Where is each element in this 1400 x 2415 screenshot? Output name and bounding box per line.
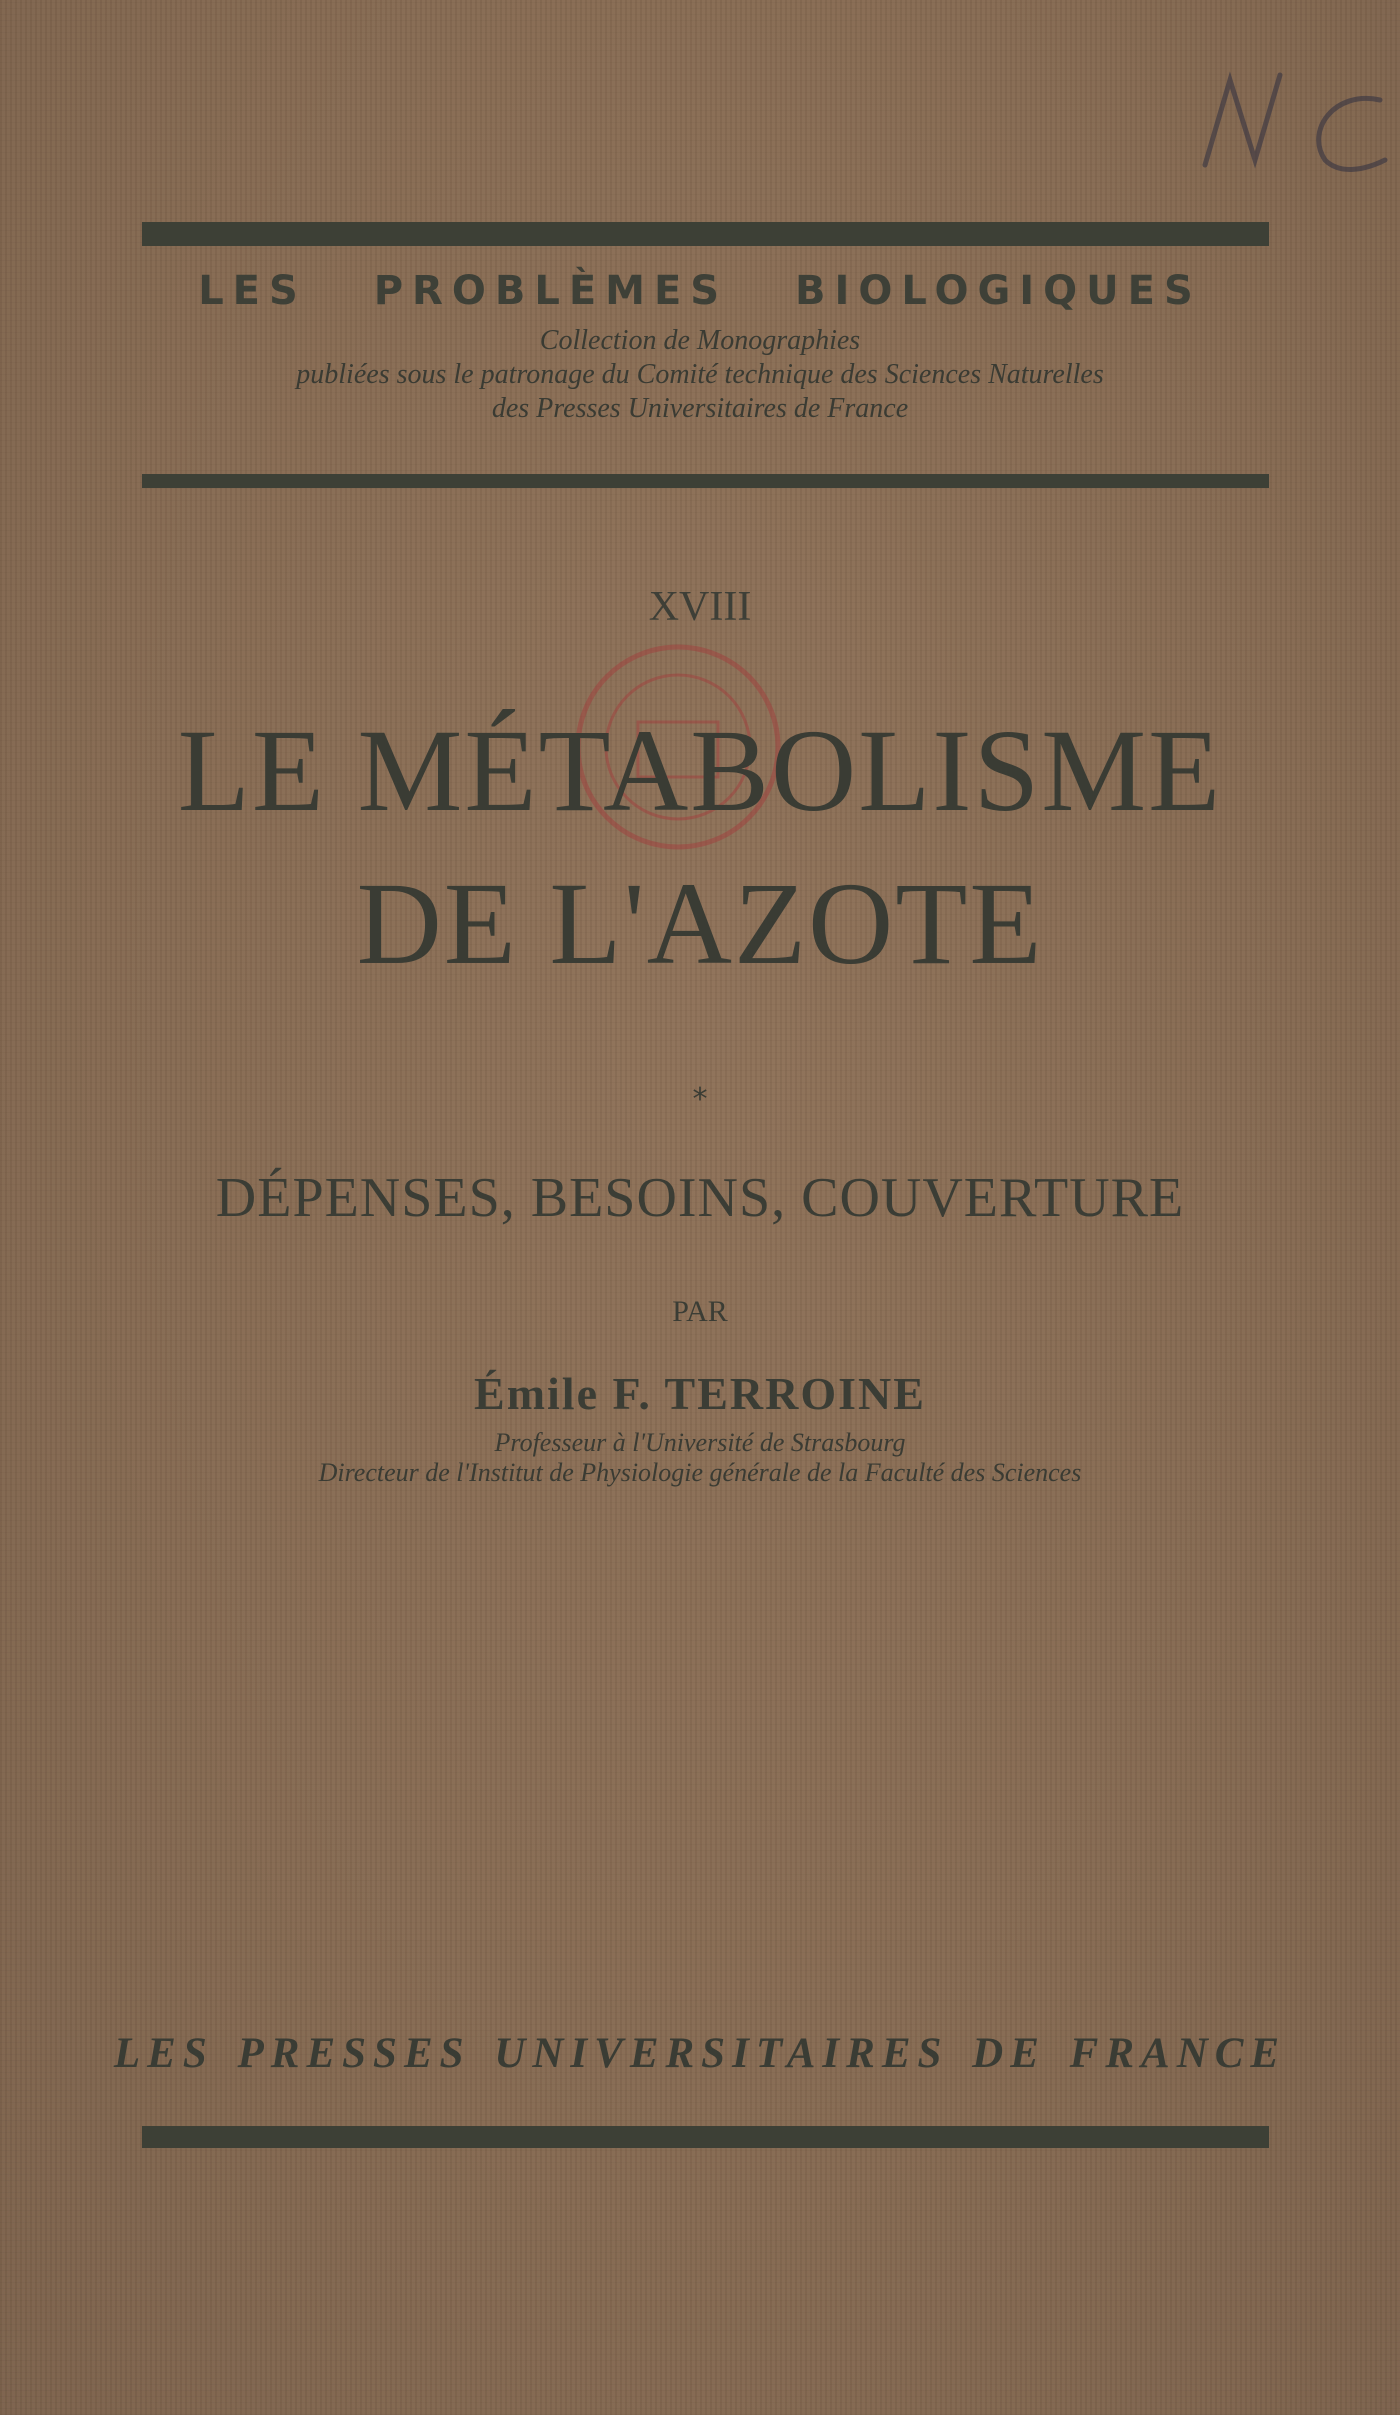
title-line-2: DE L'AZOTE [356, 858, 1044, 989]
collection-line: Collection de Monographies [539, 325, 861, 356]
author-name: Émile F. TERROINE [474, 1368, 926, 1419]
patronage-line-2: des Presses Universitaires de France [491, 393, 909, 424]
publisher-name: LES PRESSES UNIVERSITAIRES DE FRANCE [113, 2030, 1287, 2077]
asterisk-ornament: * [692, 1082, 708, 1117]
author-affiliation-1: Professeur à l'Université de Strasbourg [494, 1428, 906, 1457]
series-name: LES PROBLÈMES BIOLOGIQUES [198, 268, 1202, 314]
patronage-line-1: publiées sous le patronage du Comité technique des Sciences Naturelles [296, 359, 1104, 390]
handwritten-mark [1185, 60, 1395, 180]
top-rule [142, 222, 1269, 246]
volume-number: XVIII [648, 584, 752, 630]
by-line: PAR [672, 1295, 728, 1328]
series-rule [142, 474, 1269, 488]
author-affiliation-2: Directeur de l'Institut de Physiologie générale de la Faculté des Sciences [318, 1458, 1082, 1487]
title-line-1: LE MÉTABOLISME [177, 705, 1223, 836]
subtitle: DÉPENSES, BESOINS, COUVERTURE [215, 1167, 1185, 1229]
bottom-rule [142, 2126, 1269, 2148]
